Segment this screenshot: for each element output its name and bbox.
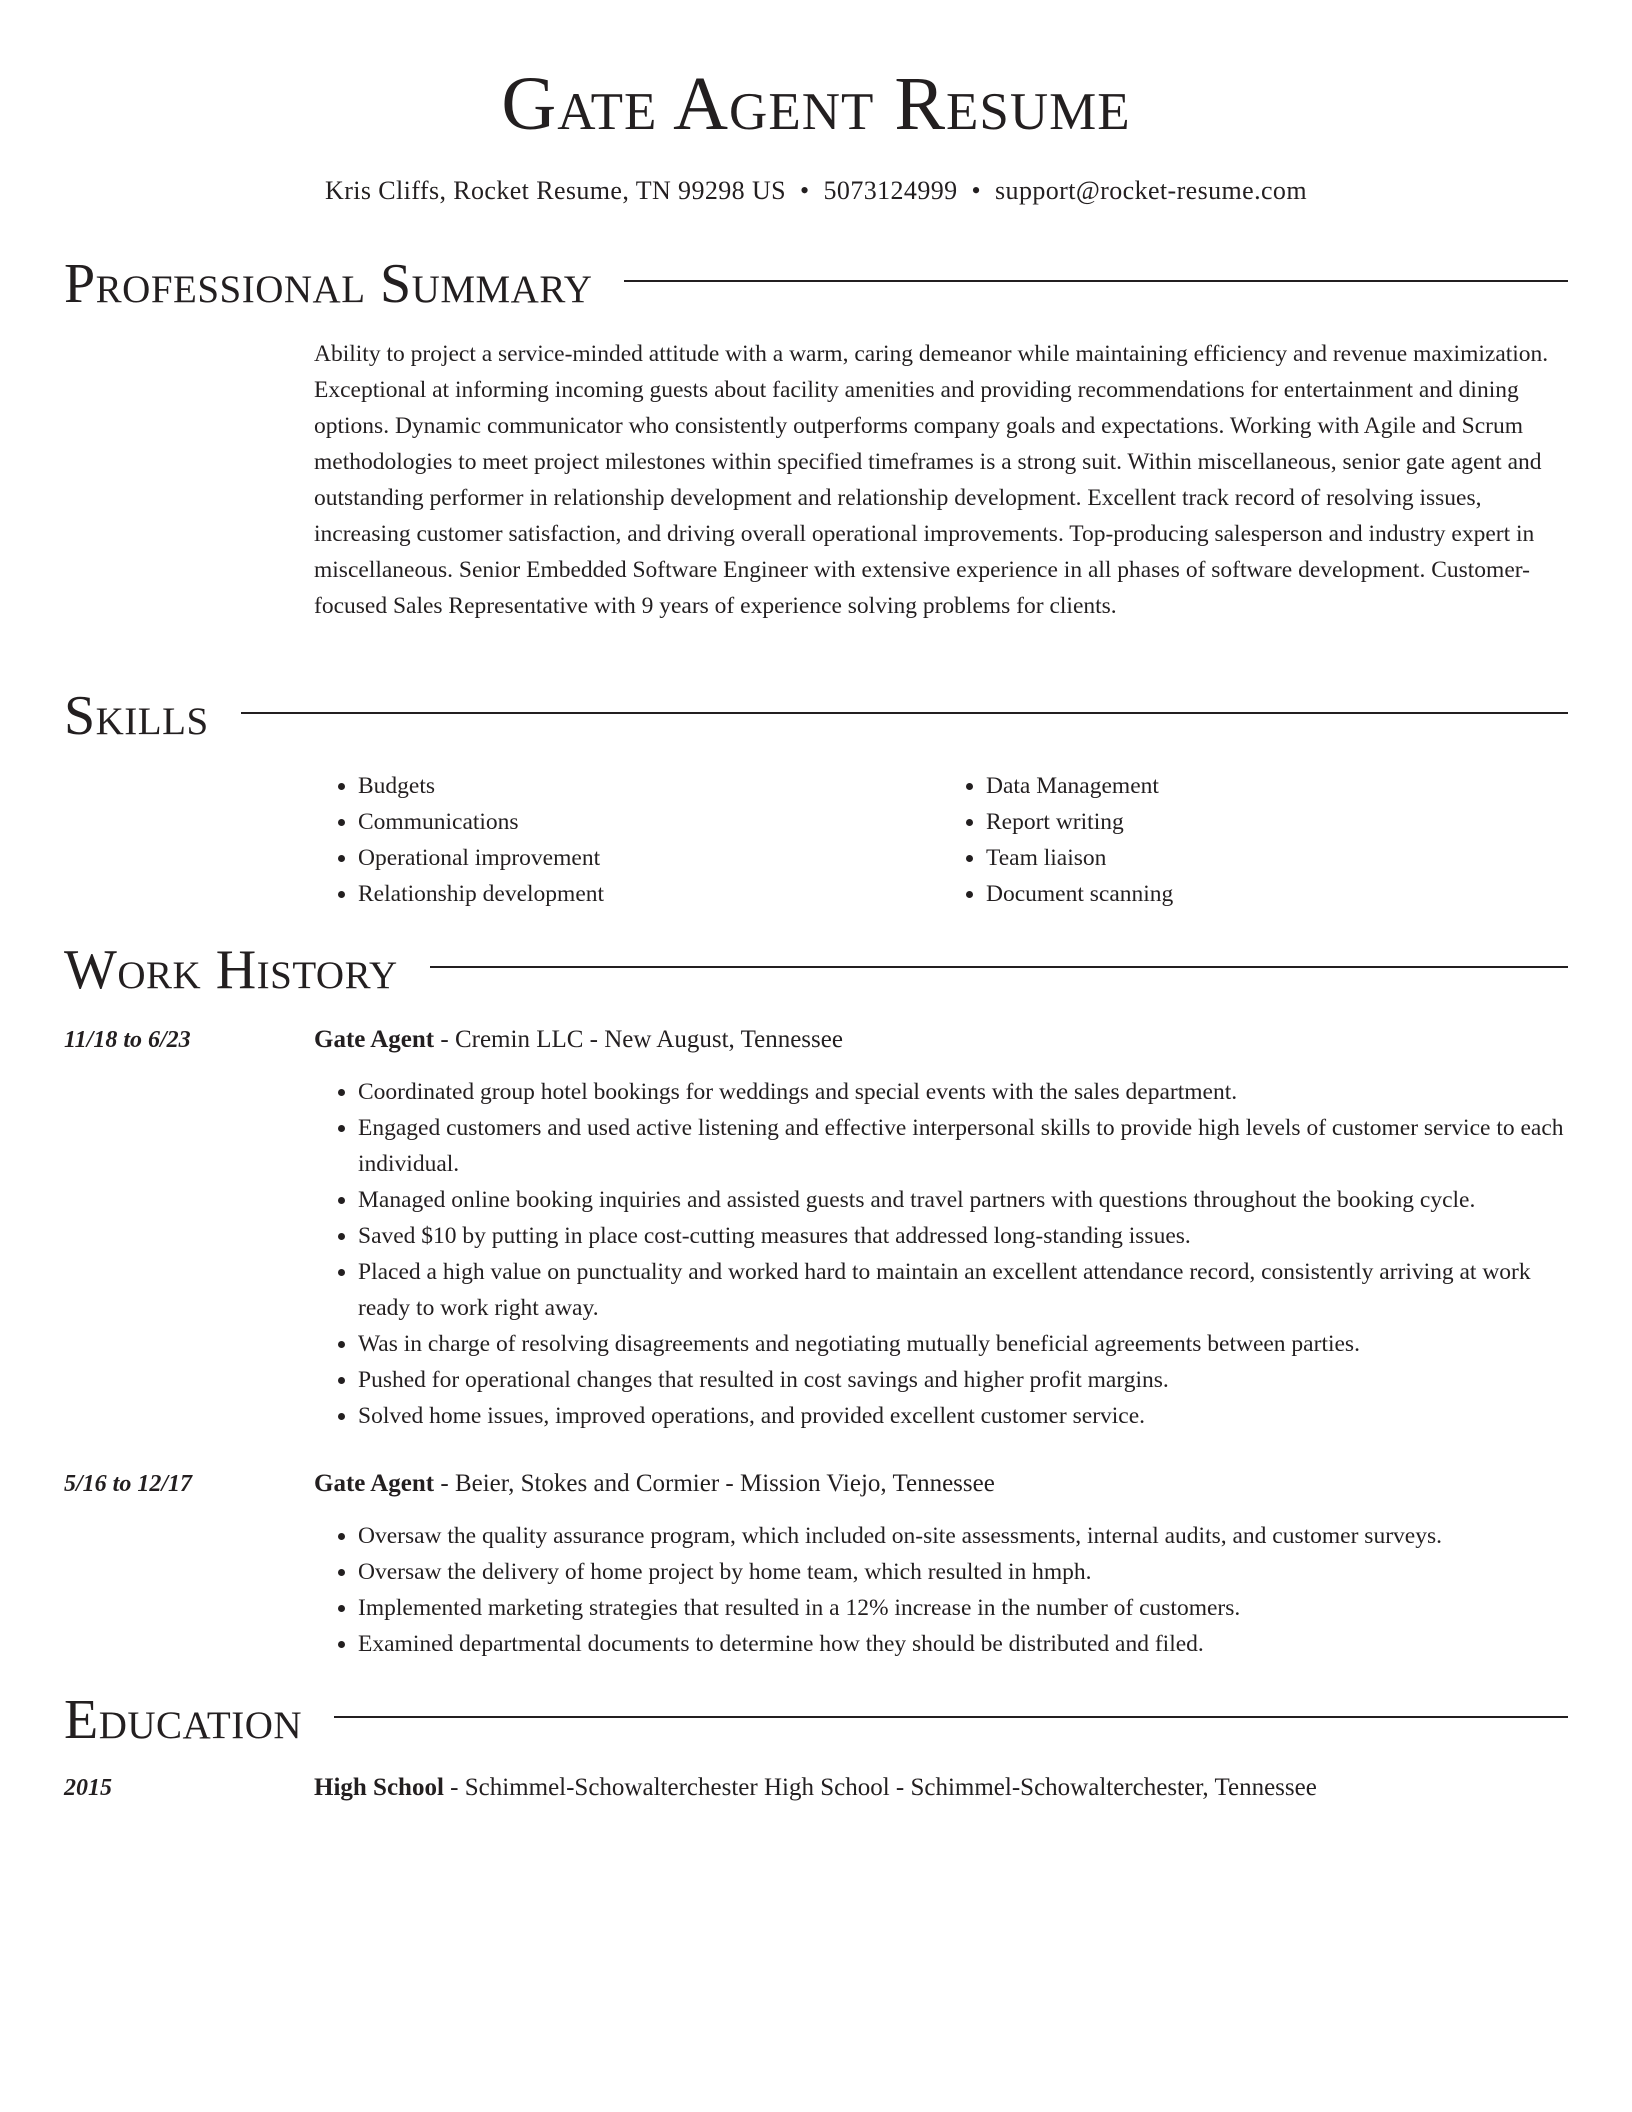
work-dates: 5/16 to 12/17 (64, 1471, 193, 1497)
contact-phone: 5073124999 (823, 176, 958, 205)
work-bullet: • Solved home issues, improved operations, and provided excellent customer service. (358, 1398, 1570, 1434)
contact-line (0, 174, 1632, 208)
contact-address: Kris Cliffs, Rocket Resume, TN 99298 US (325, 176, 786, 205)
skills-list (314, 768, 1570, 912)
education-year: 2015 (64, 1775, 112, 1801)
summary-text: Ability to project a service-minded attitude with a warm, caring demeanor while maintaining efficiency and revenue maximization. Exceptional at informing incoming guests about facility amenities and providing recommendations for entertainment and dining options. Dynamic communicator who consistently outperforms company goals and expectations. Working with Agile and Scrum methodologies to meet project milestones within specified timeframes is a strong suit. Within miscellaneous, senior gate agent and outstanding performer in relationship development and relationship development. Excellent track record of resolving issues, increasing customer satisfaction, and driving overall operational improvements. Top-producing salesperson and industry expert in miscellaneous. Senior Embedded Software Engineer with extensive experience in all phases of software development. Customer-focused Sales Representative with 9 years of experience solving problems for clients. (314, 341, 1549, 619)
work-bullet: • Pushed for operational changes that resulted in cost savings and higher profit margins. (358, 1362, 1570, 1398)
work-bullet: • Engaged customers and used active listening and effective interpersonal skills to provide high levels of customer service to each individual. (358, 1110, 1570, 1182)
skills-section-header (64, 684, 1568, 748)
work-section-title: Work History (64, 939, 398, 1001)
skill-item: • Team liaison (986, 840, 1570, 876)
section-divider (430, 966, 1568, 968)
work-bullet: • Placed a high value on punctuality and worked hard to maintain an excellent attendance record, consistently arriving at work ready to work right away. (358, 1254, 1570, 1326)
work-role: Gate Agent (314, 1026, 435, 1053)
contact-separator: • (800, 176, 810, 205)
work-bullet: • Implemented marketing strategies that resulted in a 12% increase in the number of customers. (358, 1590, 1570, 1626)
contact-email[interactable]: support@rocket-resume.com (995, 176, 1307, 205)
skill-item: • Document scanning (986, 876, 1570, 912)
work-bullet: • Saved $10 by putting in place cost-cutting measures that addressed long-standing issues. (358, 1218, 1570, 1254)
skills-column-right (942, 768, 1570, 912)
skill-item: • Communications (358, 804, 942, 840)
skill-item: • Relationship development (358, 876, 942, 912)
contact-separator: • (971, 176, 982, 205)
work-heading (314, 1022, 843, 1058)
skills-section-title: Skills (64, 685, 209, 747)
work-bullets (314, 1074, 1570, 1434)
work-heading (314, 1466, 995, 1502)
education-school: - Schimmel-Schowalterchester High School - Schimmel-Schowalterchester, Tennessee (443, 1774, 1317, 1801)
work-bullet: • Was in charge of resolving disagreements and negotiating mutually beneficial agreements between parties. (358, 1326, 1570, 1362)
education-heading (314, 1770, 1317, 1806)
section-divider (241, 712, 1568, 714)
education-section-title: Education (64, 1689, 303, 1751)
work-company: - Cremin LLC - New August, Tennessee (434, 1026, 843, 1053)
work-company: - Beier, Stokes and Cormier - Mission Viejo, Tennessee (434, 1470, 995, 1497)
work-section-header (64, 938, 1568, 1002)
skills-column-left (314, 768, 942, 912)
work-bullet: • Oversaw the quality assurance program, which included on-site assessments, internal audits, and customer surveys. (358, 1518, 1570, 1554)
education-degree: High School (314, 1774, 444, 1801)
skill-item: • Report writing (986, 804, 1570, 840)
work-bullet: • Managed online booking inquiries and assisted guests and travel partners with questions throughout the booking cycle. (358, 1182, 1570, 1218)
summary-section-title: Professional Summary (64, 253, 593, 315)
skill-item: • Operational improvement (358, 840, 942, 876)
skill-item: • Data Management (986, 768, 1570, 804)
work-bullet: • Coordinated group hotel bookings for weddings and special events with the sales department. (358, 1074, 1570, 1110)
resume-title: Gate Agent Resume (501, 62, 1131, 146)
summary-section-header (64, 252, 1568, 316)
work-bullet: • Oversaw the delivery of home project by home team, which resulted in hmph. (358, 1554, 1570, 1590)
work-role: Gate Agent (314, 1470, 435, 1497)
work-bullets (314, 1518, 1570, 1662)
section-divider (334, 1716, 1568, 1718)
work-dates: 11/18 to 6/23 (64, 1027, 191, 1053)
skill-item: • Budgets (358, 768, 942, 804)
work-bullet: • Examined departmental documents to determine how they should be distributed and filed. (358, 1626, 1570, 1662)
section-divider (624, 280, 1568, 282)
education-section-header (64, 1688, 1568, 1752)
